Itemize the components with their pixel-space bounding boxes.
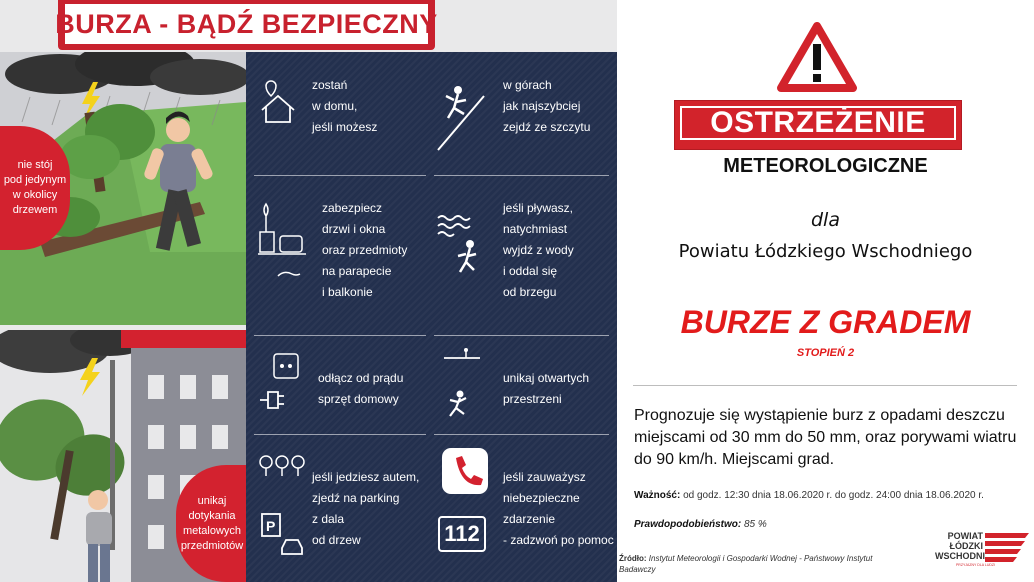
- tip-driving: jeśli jedziesz autem, zjedź na parking z dala od drzew: [312, 470, 420, 547]
- divider: [434, 434, 609, 435]
- emergency-number-badge: [438, 516, 486, 552]
- logo-text: POWIAT ŁÓDZKI WSCHODNI: [935, 531, 985, 561]
- tip-mountains: w górach jak najszybciej zejdź ze szczytu: [503, 78, 591, 134]
- source-line: [619, 553, 909, 575]
- validity-line: [634, 489, 1004, 503]
- swimmer-icon: [436, 210, 488, 280]
- validity-value: od godz. 12:30 dnia 18.06.2020 r. do godz. 24:00 dnia 18.06.2020 r.: [680, 490, 984, 501]
- socket-plug-icon: [258, 352, 308, 416]
- logo-stripes-icon: [985, 531, 1031, 567]
- mountain-climber-icon: [436, 82, 490, 152]
- svg-text:P: P: [266, 518, 276, 534]
- warning-triangle-icon: [777, 22, 857, 92]
- probability-line: [634, 519, 767, 530]
- tree-tip-text: nie stój pod jedynym w okolicy drzewem: [3, 159, 67, 216]
- phenomenon-title: BURZE Z GRADEM: [680, 304, 971, 340]
- logo-tagline: PRZYJAZNY DLA LUDZI: [955, 563, 995, 567]
- forecast-text: Prognozuje się wystąpienie burz z opadami deszczu miejscami od 30 mm do 50 mm, oraz porywami wiatru do 90 km/h. Miejscami grad.: [634, 407, 1017, 468]
- for-label: dla: [811, 209, 840, 231]
- plant-pot-icon: [258, 192, 308, 292]
- probability-label: Prawdopodobieństwo:: [634, 519, 742, 530]
- tip-stay-home: zostań w domu, jeśli możesz: [312, 78, 378, 134]
- tip-call-help: jeśli zauważysz niebezpieczne zdarzenie - zadzwoń po pomoc: [503, 470, 614, 547]
- tip-swimming: jeśli pływasz, natychmiast wyjdź z wody i oddal się od brzegu: [503, 201, 574, 299]
- weather-warning-panel: [617, 0, 1034, 582]
- house-icon: [258, 76, 298, 124]
- infographic-title: BURZA - BĄDŹ BEZPIECZNY: [55, 8, 438, 39]
- tip-secure-windows: zabezpiecz drzwi i okna oraz przedmioty na parapecie i balkonie: [322, 201, 408, 299]
- emergency-number: 112: [444, 521, 480, 546]
- infographic-title-banner: [55, 0, 438, 50]
- phone-112-icon: [442, 448, 488, 498]
- divider: [434, 335, 609, 336]
- probability-value: 85 %: [744, 519, 767, 530]
- separator-line: [633, 385, 1017, 386]
- divider: [254, 175, 426, 176]
- source-value: Instytut Meteorologii i Gospodarki Wodnej - Państwowy Instytut Badawczy: [619, 554, 873, 574]
- warning-level: STOPIEŃ 2: [796, 347, 855, 359]
- tip-open-space: unikaj otwartych przestrzeni: [503, 371, 590, 406]
- tips-panel: [246, 52, 617, 582]
- divider: [434, 175, 609, 176]
- warning-header-box: [675, 101, 961, 149]
- validity-label: Ważność:: [634, 490, 681, 501]
- car-parking-icon: [258, 452, 308, 562]
- region-name: Powiatu Łódzkiego Wschodniego: [678, 241, 973, 262]
- divider: [254, 335, 426, 336]
- divider: [254, 434, 426, 435]
- source-label: Źródło:: [619, 554, 647, 563]
- open-field-icon: [436, 348, 486, 420]
- tip-unplug: odłącz od prądu sprzęt domowy: [318, 371, 404, 406]
- county-logo: [935, 531, 1031, 579]
- metal-tip-text: unikaj dotykania metalowych przedmiotów: [180, 494, 244, 552]
- warning-subheader: METEOROLOGICZNE: [723, 155, 928, 177]
- warning-header: OSTRZEŻENIE: [710, 106, 926, 139]
